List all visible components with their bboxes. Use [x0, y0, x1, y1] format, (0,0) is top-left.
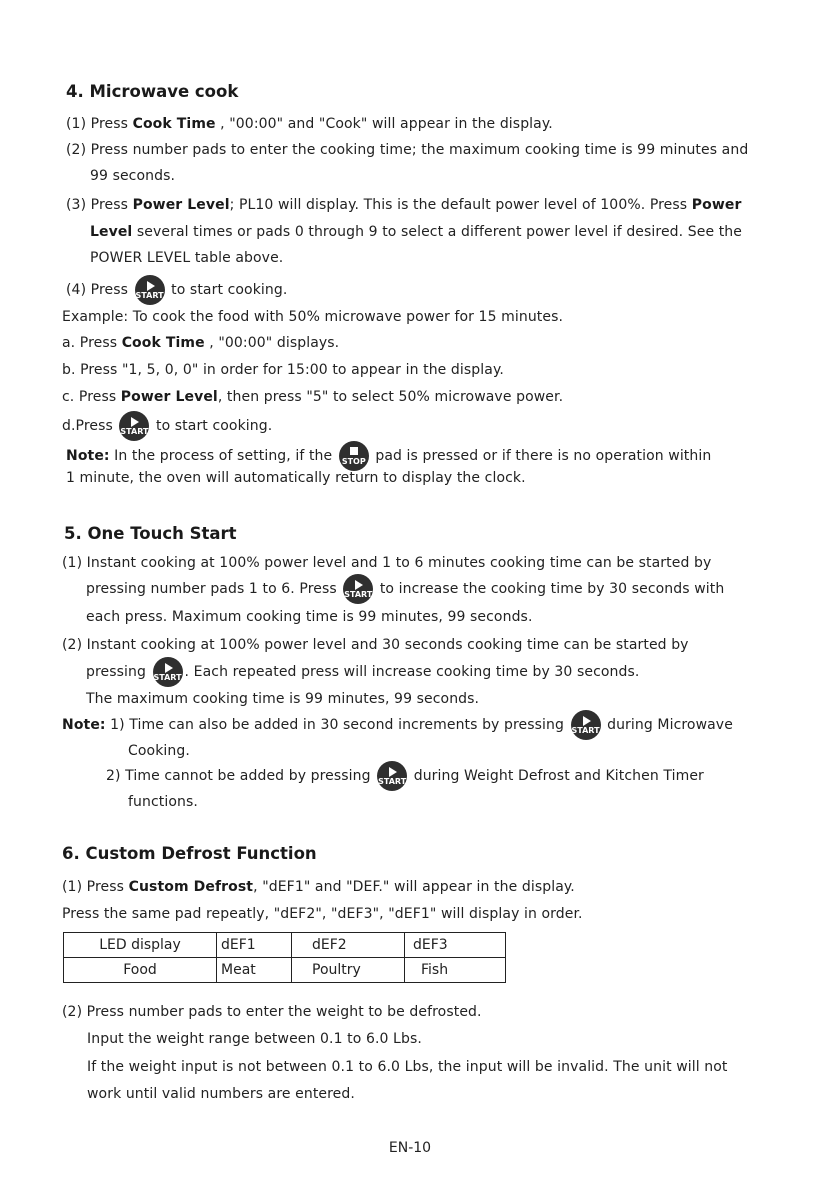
- defrost-table: [63, 932, 506, 983]
- table-row: [64, 933, 506, 958]
- section-6-heading: 6. Custom Defrost Function: [62, 844, 317, 863]
- s5-step-1-cont: pressing number pads 1 to 6. Press START to increase the cooking time by 30 seconds with: [86, 580, 724, 598]
- s6-step-2-cont3: work until valid numbers are entered.: [87, 1086, 355, 1102]
- table-cell: dEF2: [292, 933, 405, 958]
- start-button-icon: START: [135, 275, 165, 305]
- s6-step-2: (2) Press number pads to enter the weight to be defrosted.: [62, 1004, 482, 1020]
- section-4-heading: 4. Microwave cook: [66, 82, 239, 101]
- s4-example-b: b. Press "1, 5, 0, 0" in order for 15:00 to appear in the display.: [62, 362, 504, 378]
- s4-note-cont: 1 minute, the oven will automatically return to display the clock.: [66, 470, 526, 486]
- s4-example-a: a. Press Cook Time , "00:00" displays.: [62, 335, 340, 351]
- s5-step-1: (1) Instant cooking at 100% power level and 1 to 6 minutes cooking time can be started by: [62, 555, 712, 571]
- s5-step-2-cont2: The maximum cooking time is 99 minutes, 99 seconds.: [86, 691, 480, 707]
- stop-button-icon: STOP: [339, 441, 369, 471]
- s5-step-2: (2) Instant cooking at 100% power level and 30 seconds cooking time can be started by: [62, 637, 689, 653]
- start-button-icon: START: [119, 411, 149, 441]
- s4-step-2-cont: 99 seconds.: [90, 168, 176, 184]
- start-button-icon: START: [343, 574, 373, 604]
- s5-note-1: Note: 1) Time can also be added in 30 second increments by pressing START during Microwave: [62, 716, 733, 734]
- table-cell: Poultry: [292, 958, 405, 983]
- s5-step-1-cont2: each press. Maximum cooking time is 99 minutes, 99 seconds.: [86, 609, 533, 625]
- table-cell: dEF1: [217, 933, 292, 958]
- s4-step-3-cont: Level several times or pads 0 through 9 to select a different power level if desired. See the: [90, 224, 742, 240]
- s4-example-d: d.Press START to start cooking.: [62, 417, 272, 435]
- table-cell: Food: [64, 958, 217, 983]
- table-cell: Fish: [405, 958, 506, 983]
- table-cell: dEF3: [405, 933, 506, 958]
- s6-step-1-cont: Press the same pad repeatly, "dEF2", "dEF3", "dEF1" will display in order.: [62, 906, 583, 922]
- start-button-icon: START: [571, 710, 601, 740]
- s4-step-3-cont2: POWER LEVEL table above.: [90, 250, 284, 266]
- s5-note-2-cont: functions.: [128, 794, 198, 810]
- s5-note-2: 2) Time cannot be added by pressing START during Weight Defrost and Kitchen Timer: [106, 767, 704, 785]
- s6-step-2-cont: Input the weight range between 0.1 to 6.0 Lbs.: [87, 1031, 422, 1047]
- s4-example: Example: To cook the food with 50% microwave power for 15 minutes.: [62, 309, 564, 325]
- table-cell: LED display: [64, 933, 217, 958]
- s4-step-2: (2) Press number pads to enter the cooking time; the maximum cooking time is 99 minutes and: [66, 142, 749, 158]
- s6-step-1: (1) Press Custom Defrost, "dEF1" and "DEF." will appear in the display.: [62, 879, 575, 895]
- s4-note: Note: In the process of setting, if the STOP pad is pressed or if there is no operation within: [66, 447, 711, 465]
- s4-step-3: (3) Press Power Level; PL10 will display. This is the default power level of 100%. Press Power: [66, 197, 742, 213]
- s6-step-2-cont2: If the weight input is not between 0.1 to 6.0 Lbs, the input will be invalid. The unit will not: [87, 1059, 728, 1075]
- table-cell: Meat: [217, 958, 292, 983]
- s4-example-c: c. Press Power Level, then press "5" to select 50% microwave power.: [62, 389, 564, 405]
- table-row: [64, 958, 506, 983]
- s4-step-4: (4) Press START to start cooking.: [66, 281, 287, 299]
- s4-step-1: (1) Press Cook Time , "00:00" and "Cook" will appear in the display.: [66, 116, 553, 132]
- start-button-icon: START: [153, 657, 183, 687]
- section-5-heading: 5. One Touch Start: [64, 524, 237, 543]
- start-button-icon: START: [377, 761, 407, 791]
- page-number: EN-10: [388, 1140, 432, 1156]
- s5-step-2-cont: pressing START . Each repeated press will increase cooking time by 30 seconds.: [86, 663, 639, 681]
- s5-note-1-cont: Cooking.: [128, 743, 190, 759]
